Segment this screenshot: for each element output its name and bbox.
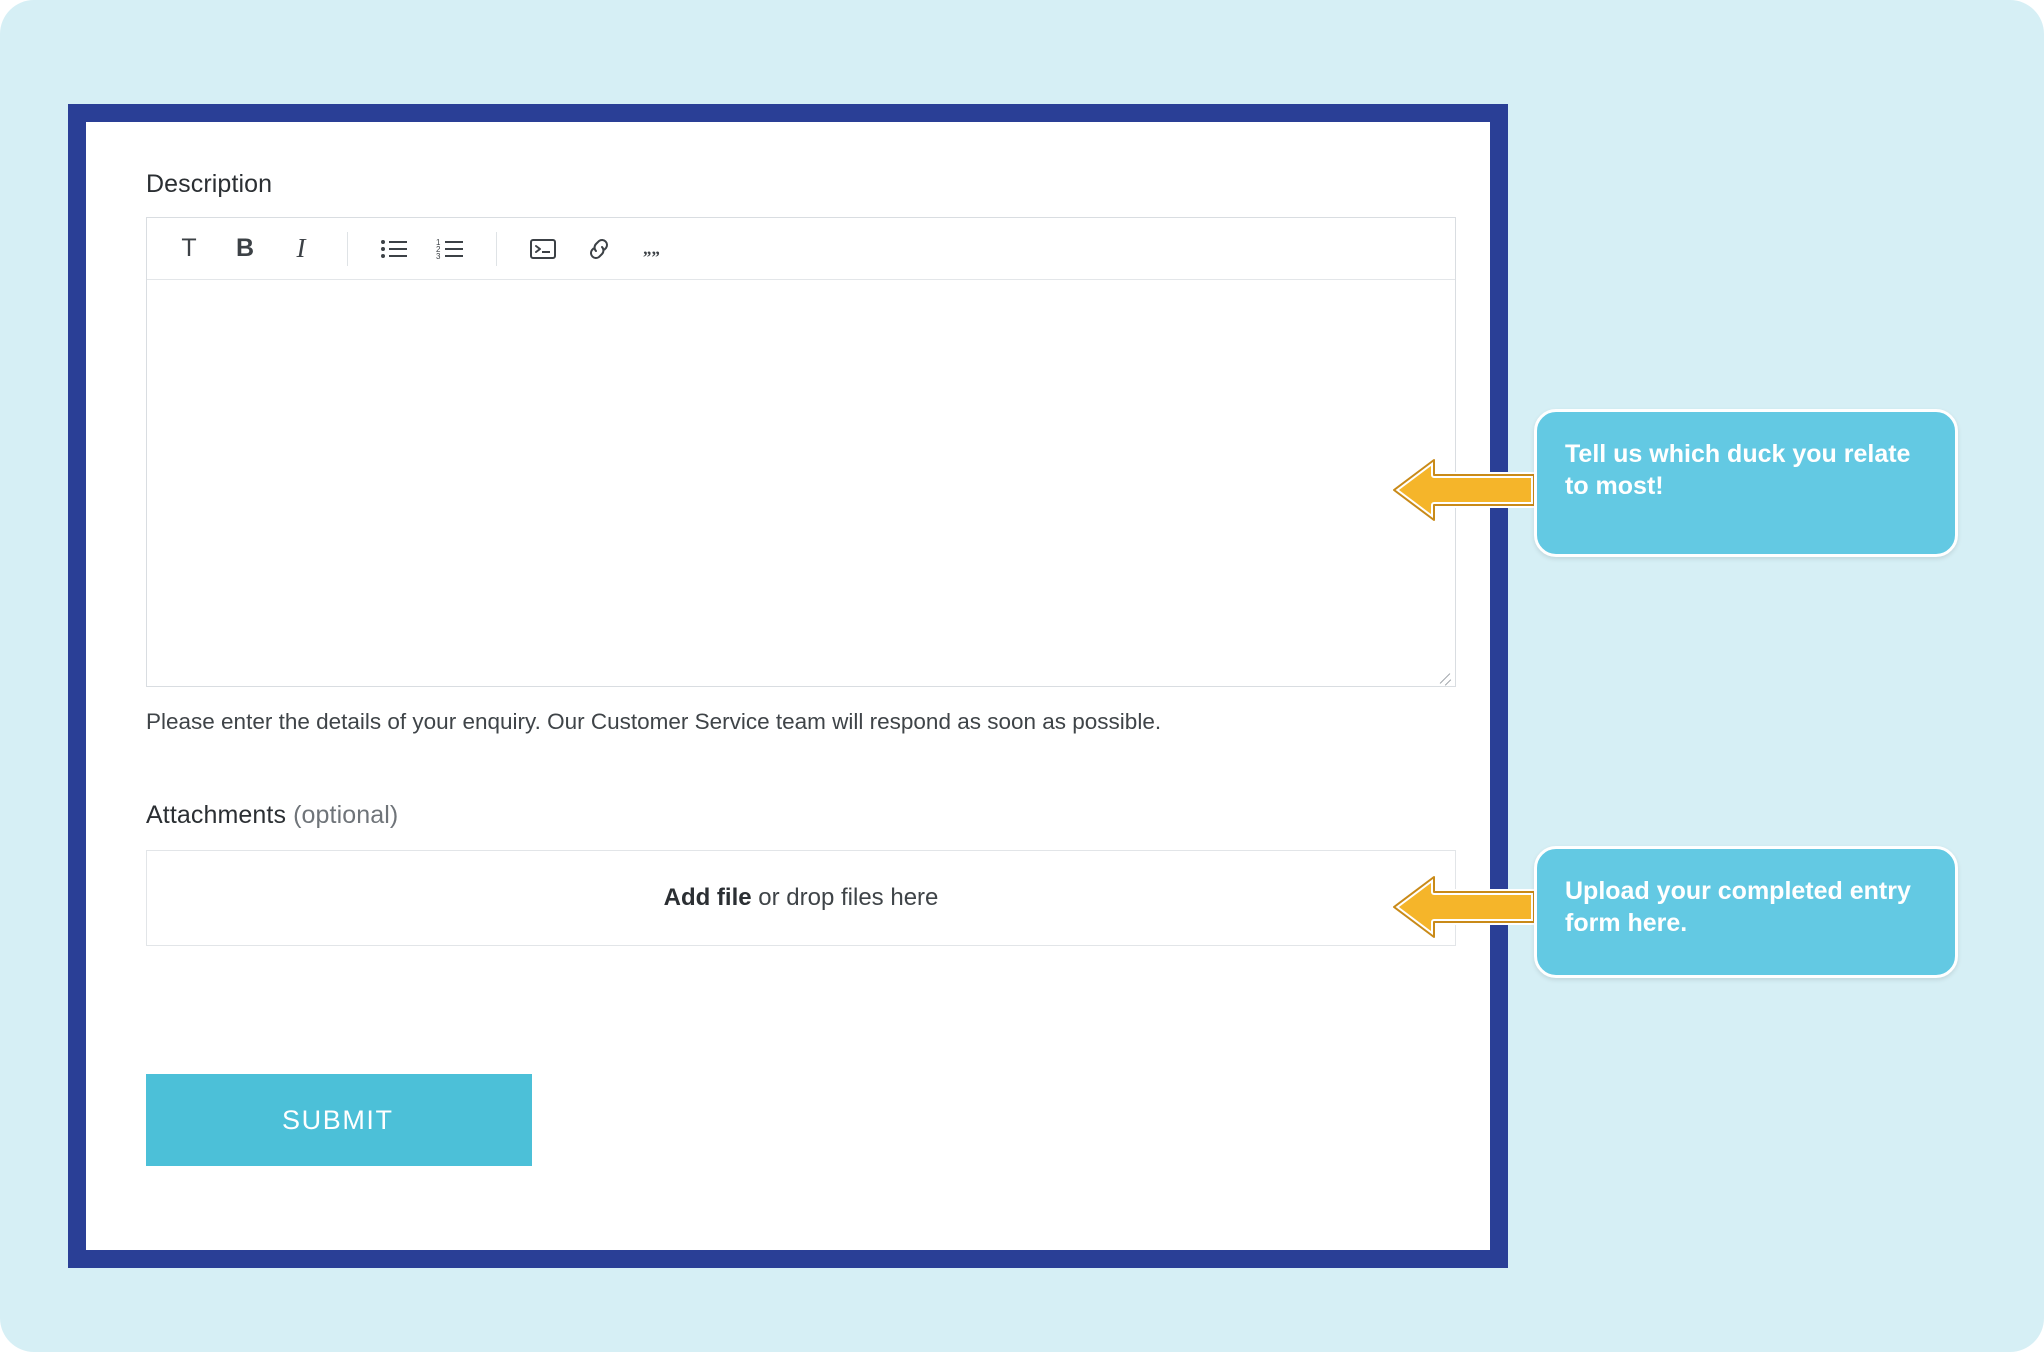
dropzone-text [664,884,939,912]
editor-toolbar [147,218,1455,280]
bold-icon[interactable]: B [235,234,255,262]
quote-icon[interactable] [627,226,683,272]
toolbar-divider [347,232,348,266]
file-dropzone[interactable] [146,850,1456,946]
editor-resize-handle[interactable] [1438,669,1452,683]
attachments-label [146,801,1430,830]
text-style-icon[interactable]: T [181,234,197,262]
submit-button[interactable]: SUBMIT [146,1074,532,1166]
link-icon[interactable] [571,226,627,272]
numbered-list-icon[interactable] [422,226,478,272]
add-file-button[interactable]: Add file [663,884,752,911]
description-rich-text-editor[interactable] [146,217,1456,687]
svg-text:1: 1 [436,237,441,247]
description-label: Description [146,170,273,198]
attachments-optional-text: (optional) [293,801,399,829]
svg-text:„„: „„ [643,238,660,258]
support-form [86,122,1490,1250]
callout-arrow-1 [1388,452,1540,533]
italic-icon[interactable]: I [296,233,306,263]
screenshot-frame [68,104,1508,1268]
description-input[interactable] [147,280,1455,686]
callout-arrow-2 [1388,869,1540,950]
svg-text:3: 3 [436,251,441,261]
toolbar-divider [496,232,497,266]
attachments-section [146,801,1430,946]
callout-bubble-1: Tell us which duck you relate to most! [1534,409,1958,557]
drop-files-hint: or drop files here [758,884,939,911]
code-block-icon[interactable] [515,226,571,272]
svg-text:2: 2 [436,244,441,254]
bulleted-list-icon[interactable] [366,226,422,272]
attachments-label-text: Attachments [146,801,287,829]
callout-bubble-2: Upload your completed entry form here. [1534,846,1958,978]
description-help-text: Please enter the details of your enquiry. Our Customer Service team will respond as soon as possible. [146,709,1162,734]
